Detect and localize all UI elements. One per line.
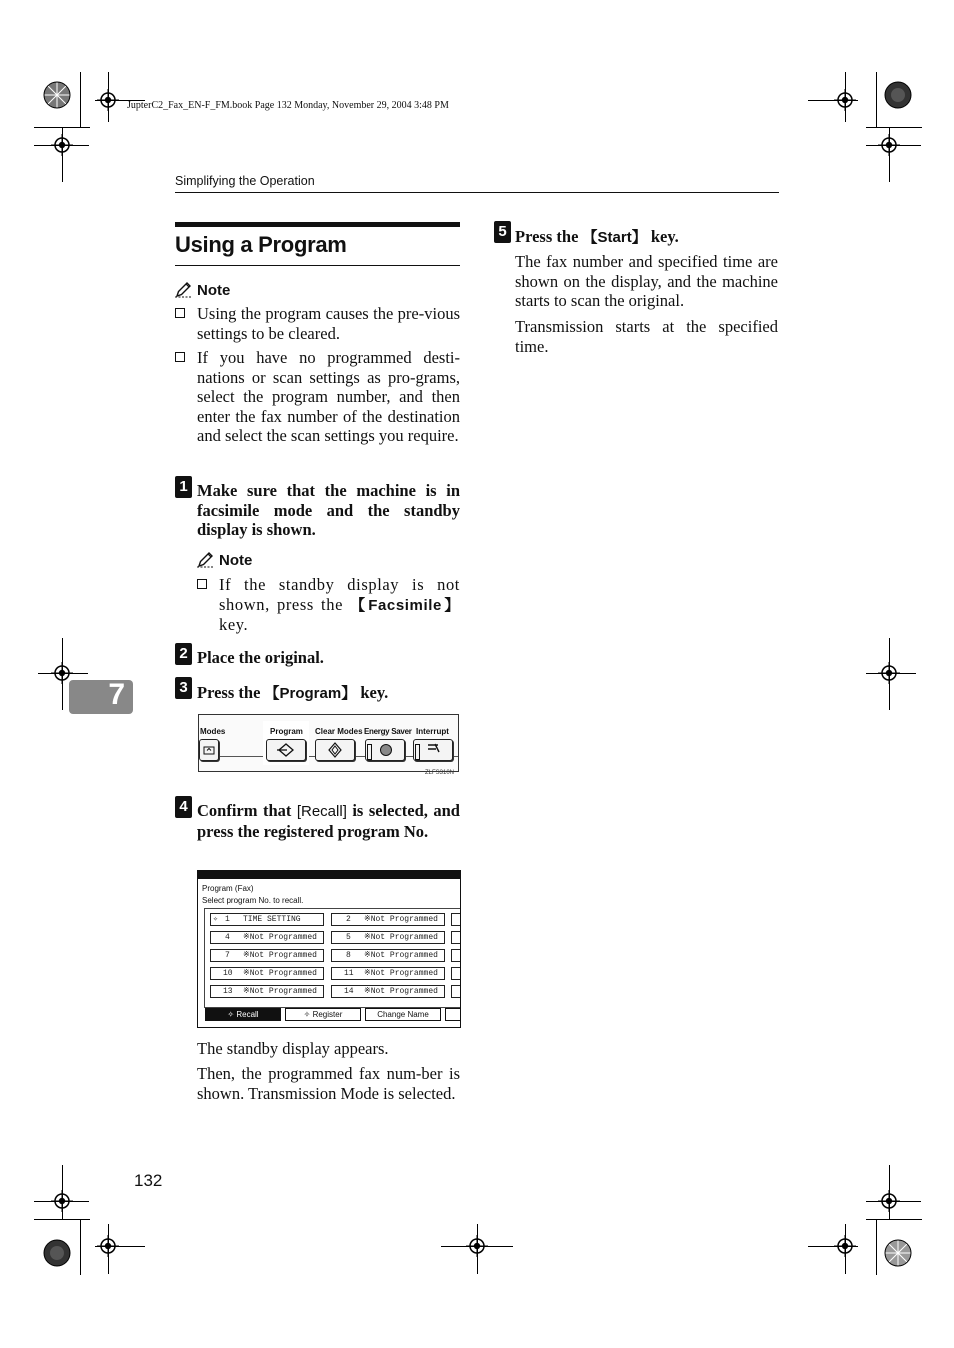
file-header: JupterC2_Fax_EN-F_FM.book Page 132 Monday, November 29, 2004 3:48 PM — [127, 100, 449, 111]
start-key-label: 【Start】 — [582, 229, 647, 246]
change-name-button[interactable] — [365, 1008, 441, 1021]
screen-title-bar — [198, 871, 460, 879]
pencil-note-icon — [175, 282, 193, 298]
program-slot-partial[interactable] — [451, 985, 461, 998]
header-rule — [175, 192, 779, 193]
step-4-result-2: Then, the programmed fax num-ber is shown. Transmission Mode is selected. — [197, 1064, 460, 1103]
screen-title: Program (Fax) — [202, 884, 254, 893]
partial-button[interactable] — [445, 1008, 460, 1021]
note-text: Using the program causes the pre-vious settings to be cleared. — [197, 304, 460, 343]
step-4-text-end: is selected, and press the registered program No. — [197, 801, 460, 841]
note-item — [175, 304, 460, 343]
step-5-text-start: Press the — [515, 227, 583, 246]
indicator-lamp — [415, 744, 420, 760]
registration-target-icon — [834, 1235, 856, 1257]
step-number-5: 5 — [494, 221, 511, 243]
section-title-rule — [175, 265, 460, 266]
registration-target-icon — [878, 134, 900, 156]
program-number: 14 — [344, 987, 354, 996]
program-slot[interactable] — [331, 913, 445, 926]
program-screen-illustration — [197, 870, 461, 1028]
interrupt-label: Interrupt — [416, 727, 449, 736]
program-number: 1 — [225, 915, 230, 924]
step-number-2: 2 — [175, 643, 192, 665]
energy-saver-button[interactable] — [365, 739, 405, 761]
illustration-code: ZLFS310N — [425, 770, 455, 776]
program-slot[interactable] — [331, 949, 445, 962]
note-label: Note — [197, 282, 231, 299]
clear-modes-button[interactable] — [315, 739, 355, 761]
program-name: TIME SETTING — [243, 915, 301, 924]
section-top-bar — [175, 222, 460, 227]
checkbox-bullet-icon — [175, 352, 185, 362]
register-button-label: Register — [312, 1010, 343, 1019]
checkbox-bullet-icon — [175, 308, 185, 318]
step-1-text: Make sure that the machine is in facsimile mode and the standby display is shown. — [197, 481, 460, 539]
step-5-result-2: Transmission starts at the specified time. — [515, 317, 778, 356]
step-1-note-item — [197, 575, 460, 635]
program-name: ※Not Programmed — [243, 933, 317, 942]
step-number-3: 3 — [175, 677, 192, 699]
registration-target-icon — [97, 1235, 119, 1257]
recall-button[interactable] — [205, 1008, 281, 1021]
program-slot-partial[interactable] — [451, 967, 461, 980]
control-panel-illustration — [198, 714, 459, 772]
step-5-text — [515, 227, 778, 248]
step-3-text-start: Press the — [197, 683, 265, 702]
indicator-lamp — [367, 744, 372, 760]
program-number: 5 — [346, 933, 351, 942]
step-4-result-1: The standby display appears. — [197, 1039, 389, 1058]
facsimile-key-label: 【Facsimile】 — [350, 596, 460, 614]
program-slot[interactable] — [331, 931, 445, 944]
note-label: Note — [219, 552, 253, 569]
program-name: ※Not Programmed — [364, 969, 438, 978]
step-5-result-1: The fax number and specified time are shown on the display, and the machine starts to scan the original. — [515, 252, 778, 310]
program-key-label: 【Program】 — [264, 685, 357, 702]
program-slot[interactable] — [331, 967, 445, 980]
interrupt-button[interactable] — [413, 739, 453, 761]
registration-target-icon — [878, 1190, 900, 1212]
program-slot[interactable] — [331, 985, 445, 998]
change-name-button-label: Change Name — [377, 1010, 429, 1019]
step-number-1: 1 — [175, 476, 192, 498]
program-name: ※Not Programmed — [243, 987, 317, 996]
program-number: 7 — [225, 951, 230, 960]
register-button[interactable] — [285, 1008, 361, 1021]
energy-saver-label: Energy Saver — [364, 727, 412, 736]
clear-modes-label: Clear Modes — [315, 727, 363, 736]
step-4-text-start: Confirm that — [197, 801, 297, 820]
program-number: 2 — [346, 915, 351, 924]
recall-arrow-icon: ✧ — [213, 915, 218, 924]
program-slot[interactable] — [210, 967, 324, 980]
copy-mode-icon — [202, 743, 216, 757]
step-3-text — [197, 683, 460, 704]
step-5-text-end: key. — [646, 227, 679, 246]
recall-arrow-icon: ✧ — [227, 1010, 237, 1019]
chapter-number: 7 — [108, 678, 125, 711]
program-slot[interactable] — [210, 931, 324, 944]
program-name: ※Not Programmed — [364, 933, 438, 942]
program-button[interactable] — [266, 739, 306, 761]
note-text: If you have no programmed desti-nations or scan settings as pro-grams, select the program number, and then enter the fax number of the destination and select the scan settings you require. — [197, 348, 460, 445]
program-slot[interactable] — [210, 913, 324, 926]
color-star-target-icon — [43, 1239, 71, 1267]
modes-button[interactable] — [199, 739, 219, 761]
program-slot-partial[interactable] — [451, 949, 461, 962]
program-number: 11 — [344, 969, 354, 978]
color-star-target-icon — [884, 1239, 912, 1267]
register-arrow-icon: ✧ — [303, 1010, 313, 1019]
screen-subtitle: Select program No. to recall. — [202, 896, 304, 905]
note-list — [175, 304, 460, 446]
pencil-note-icon — [197, 552, 215, 568]
interrupt-icon — [426, 742, 442, 756]
program-slot[interactable] — [210, 949, 324, 962]
program-number: 4 — [225, 933, 230, 942]
program-name: ※Not Programmed — [364, 987, 438, 996]
program-number: 8 — [346, 951, 351, 960]
program-name: ※Not Programmed — [364, 915, 438, 924]
step-number-4: 4 — [175, 796, 192, 818]
checkbox-bullet-icon — [197, 579, 207, 589]
section-title: Using a Program — [175, 232, 347, 257]
program-name: ※Not Programmed — [243, 951, 317, 960]
step-1-note-text: If the standby display is not shown, press the — [219, 575, 460, 614]
program-name: ※Not Programmed — [364, 951, 438, 960]
color-star-target-icon — [884, 81, 912, 109]
program-number: 10 — [223, 969, 233, 978]
step-1-note-text-end: key. — [219, 615, 249, 634]
registration-target-icon — [97, 89, 119, 111]
running-head: Simplifying the Operation — [175, 174, 315, 188]
color-star-target-icon — [43, 81, 71, 109]
step-2-text: Place the original. — [197, 648, 324, 667]
recall-button-label: Recall — [236, 1010, 259, 1019]
modes-label: Modes — [200, 727, 226, 736]
energy-saver-icon — [379, 743, 393, 757]
note-item — [175, 348, 460, 446]
clear-modes-icon — [327, 742, 343, 758]
program-slot[interactable] — [210, 985, 324, 998]
registration-target-icon — [878, 662, 900, 684]
registration-target-icon — [51, 1190, 73, 1212]
program-slot-partial[interactable] — [451, 931, 461, 944]
chapter-tab — [69, 680, 133, 714]
program-label: Program — [270, 727, 303, 736]
step-3-text-end: key. — [356, 683, 389, 702]
program-icon — [277, 743, 295, 757]
program-name: ※Not Programmed — [243, 969, 317, 978]
program-number: 13 — [223, 987, 233, 996]
registration-target-icon — [466, 1235, 488, 1257]
page-number: 132 — [134, 1171, 163, 1190]
registration-target-icon — [51, 134, 73, 156]
recall-key-label: [Recall] — [296, 803, 347, 820]
step-4-text — [197, 801, 460, 841]
registration-target-icon — [834, 89, 856, 111]
program-slot-partial[interactable] — [451, 913, 461, 926]
